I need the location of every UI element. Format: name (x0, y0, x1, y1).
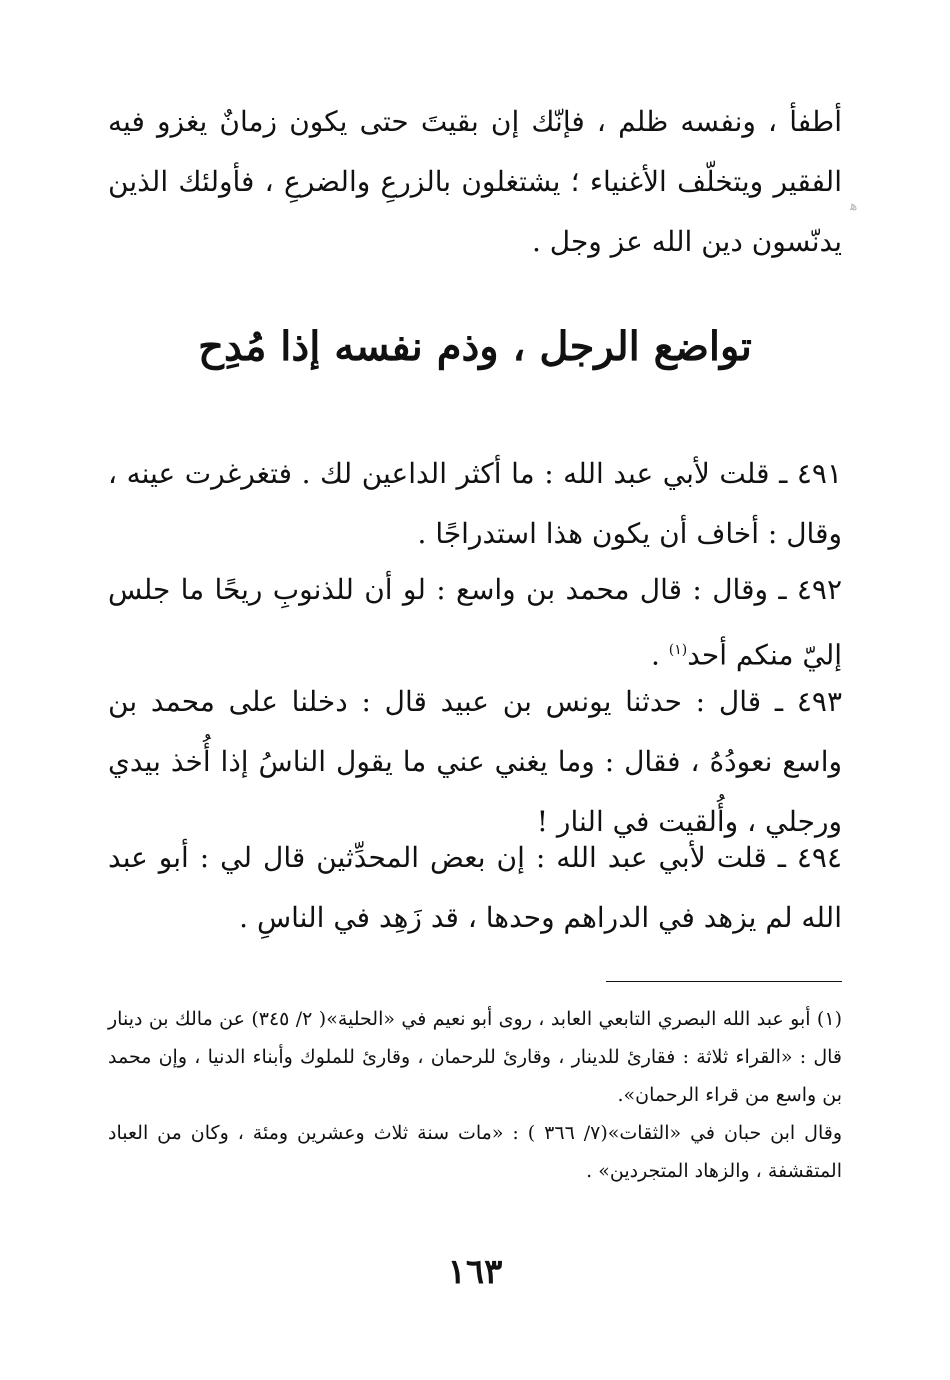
hadith-tail: . (650, 638, 669, 672)
section-heading: تواضع الرجل ، وذم نفسه إذا مُدِح (198, 323, 752, 370)
footnote-ref[interactable]: (١) (668, 642, 688, 658)
hadith-492 (108, 560, 842, 685)
footnote-1-continued: وقال ابن حبان في «الثقات»(٧/ ٣٦٦ ) : «مات سنة ثلاث وعشرين ومئة ، وكان من العباد المتقشفة ، والزهاد المتجردين» . (108, 1122, 842, 1182)
hadith-491 (108, 444, 842, 564)
intro-section (108, 92, 842, 272)
margin-mark: ﻫ (850, 198, 858, 214)
hadith-text: ٤٩٣ ـ قال : حدثنا يونس بن عبيد قال : دخلنا على محمد بن واسع نعودُهُ ، فقال : وما يغني عني ما يقول الناسُ إذا أُخذ بيدي ورجلي ، وأُلقيت في النار ! (108, 685, 843, 838)
footnote-divider (606, 981, 842, 982)
footnote-1: (١) أبو عبد الله البصري التابعي العابد ، روى أبو نعيم في «الحلية»( ٢/ ٣٤٥) عن مالك بن دينار قال : «القراء ثلاثة : فقارئ للدينار ، وقارئ للرحمان ، وقارئ للملوك وأبناء الدنيا ، وإن محمد بن واسع من قراء الرحمان». (108, 1008, 842, 1106)
footnotes-section (108, 1000, 842, 1190)
hadith-paragraph (108, 560, 842, 685)
hadith-text: ٤٩٢ ـ وقال : قال محمد بن واسع : لو أن للذنوبِ ريحًا ما جلس إليّ منكم أحد (108, 573, 842, 672)
intro-paragraph: أطفأ ، ونفسه ظلم ، فإنّك إن بقيتَ حتى يكون زمانٌ يغزو فيه الفقير ويتخلّف الأغنياء ؛ يشتغلون بالزرعِ والضرعِ ، فأولئك الذين يدنّسون دين الله عز وجل . (108, 105, 842, 258)
hadith-text: ٤٩١ ـ قلت لأبي عبد الله : ما أكثر الداعين لك . فتغرغرت عينه ، وقال : أخاف أن يكون هذا استدراجًا . (108, 457, 842, 550)
hadith-text: ٤٩٤ ـ قلت لأبي عبد الله : إن بعض المحدِّثين قال لي : أبو عبد الله لم يزهد في الدراهم وحدها ، قد زَهِد في الناسِ . (108, 841, 842, 934)
hadith-494 (108, 828, 842, 948)
page-number: ١٦٣ (447, 1252, 503, 1292)
hadith-493 (108, 672, 842, 852)
